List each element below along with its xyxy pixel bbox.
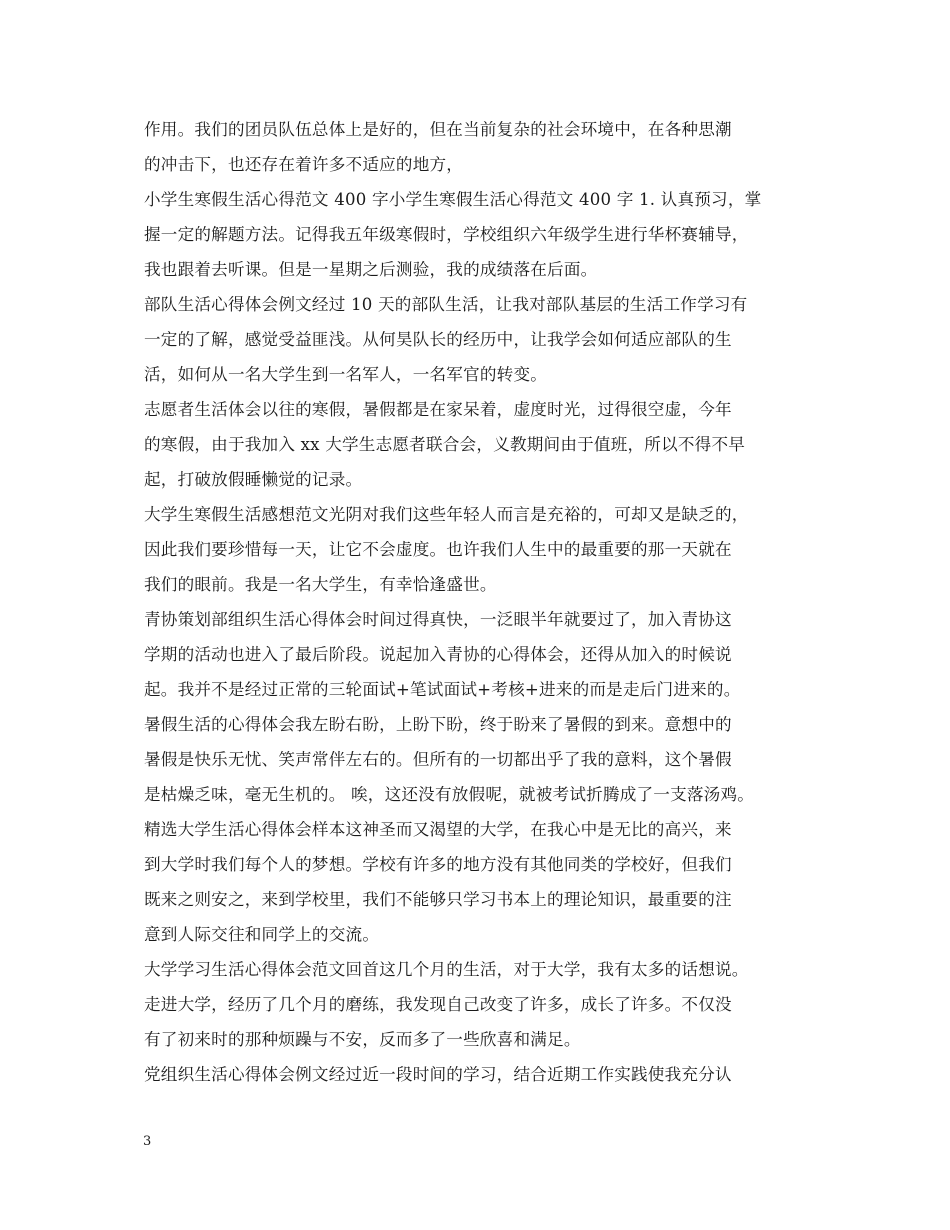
text-line: 暑假生活的心得体会我左盼右盼，上盼下盼，终于盼来了暑假的到来。意想中的 <box>144 715 732 734</box>
text-line: 党组织生活心得体会例文经过近一段时间的学习，结合近期工作实践使我充分认 <box>144 1065 732 1084</box>
text-line: 意到人际交往和同学上的交流。 <box>144 925 380 944</box>
text-line: 有了初来时的那种烦躁与不安，反而多了一些欣喜和满足。 <box>144 1030 581 1049</box>
text-line: 起。我并不是经过正常的三轮面试+笔试面试+考核+进来的而是走后门进来的。 <box>144 680 741 699</box>
text-line: 我也跟着去听课。但是一星期之后测验，我的成绩落在后面。 <box>144 260 598 279</box>
page-number: 3 <box>143 1134 152 1149</box>
text-line: 学期的活动也进入了最后阶段。说起加入青协的心得体会，还得从加入的时候说 <box>144 645 732 664</box>
text-line: 部队生活心得体会例文经过 10 天的部队生活，让我对部队基层的生活工作学习有 <box>144 295 748 314</box>
text-line: 是枯燥乏味，毫无生机的。 唉，这还没有放假呢，就被考试折腾成了一支落汤鸡。 <box>144 785 755 804</box>
text-line: 因此我们要珍惜每一天，让它不会虚度。也许我们人生中的最重要的那一天就在 <box>144 540 732 559</box>
text-line: 暑假是快乐无忧、笑声常伴左右的。但所有的一切都出乎了我的意料，这个暑假 <box>144 750 732 769</box>
text-line: 起，打破放假睡懒觉的记录。 <box>144 470 363 489</box>
text-line: 小学生寒假生活心得范文 400 字小学生寒假生活心得范文 400 字 1. 认真预习，掌 <box>144 190 762 209</box>
text-line: 青协策划部组织生活心得体会时间过得真快，一泛眼半年就要过了，加入青协这 <box>144 610 732 629</box>
text-line: 的冲击下，也还存在着许多不适应的地方， <box>144 155 464 174</box>
text-line: 作用。我们的团员队伍总体上是好的，但在当前复杂的社会环境中，在各种思潮 <box>144 120 732 139</box>
text-line: 活，如何从一名大学生到一名军人，一名军官的转变。 <box>144 365 548 384</box>
text-line: 走进大学，经历了几个月的磨练，我发现自己改变了许多，成长了许多。不仅没 <box>144 995 732 1014</box>
text-line: 精选大学生活心得体会样本这神圣而又渴望的大学，在我心中是无比的高兴，来 <box>144 820 732 839</box>
text-line: 志愿者生活体会以往的寒假，暑假都是在家呆着，虚度时光，过得很空虚，今年 <box>144 400 732 419</box>
text-line: 既来之则安之，来到学校里，我们不能够只学习书本上的理论知识，最重要的注 <box>144 890 732 909</box>
text-line: 大学生寒假生活感想范文光阴对我们这些年轻人而言是充裕的，可却又是缺乏的， <box>144 505 749 524</box>
text-line: 到大学时我们每个人的梦想。学校有许多的地方没有其他同类的学校好，但我们 <box>144 855 732 874</box>
text-line: 握一定的解题方法。记得我五年级寒假时，学校组织六年级学生进行华杯赛辅导， <box>144 225 749 244</box>
text-line: 我们的眼前。我是一名大学生，有幸恰逢盛世。 <box>144 575 497 594</box>
text-line: 的寒假，由于我加入 xx 大学生志愿者联合会，义教期间由于值班，所以不得不早 <box>144 435 746 454</box>
body-text <box>144 112 820 1092</box>
text-line: 大学学习生活心得体会范文回首这几个月的生活，对于大学，我有太多的话想说。 <box>144 960 749 979</box>
text-line: 一定的了解，感觉受益匪浅。从何昊队长的经历中，让我学会如何适应部队的生 <box>144 330 732 349</box>
